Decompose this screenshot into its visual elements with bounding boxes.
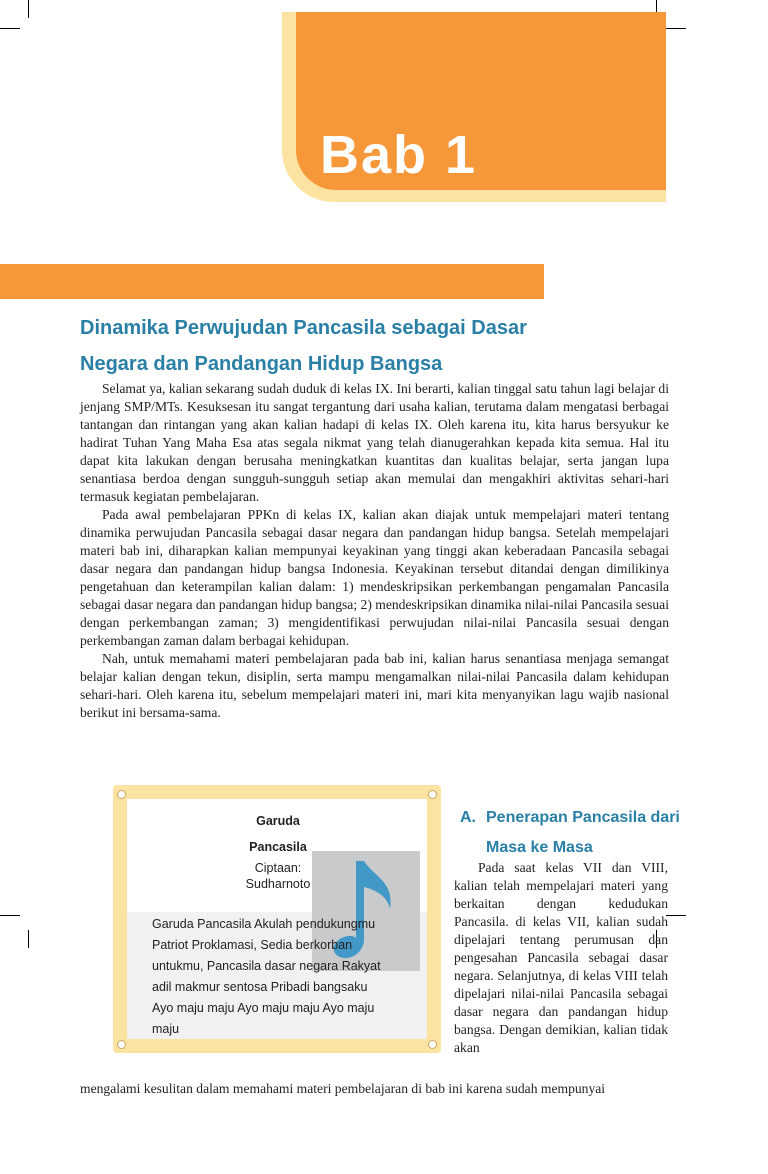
crop-mark (666, 915, 686, 916)
rivet-icon (428, 790, 437, 799)
lyric-line: maju (152, 1022, 180, 1036)
section-heading (460, 803, 700, 863)
title-accent-bar (0, 264, 544, 299)
chapter-label: Bab 1 (320, 125, 478, 185)
chapter-title-line: Dinamika Perwujudan Pancasila sebagai Dasar (80, 317, 527, 339)
crop-mark (0, 28, 20, 29)
composer-label: Ciptaan: (254, 861, 302, 875)
rivet-icon (117, 1040, 126, 1049)
song-title: Garuda (256, 814, 300, 828)
song-title: Pancasila (249, 840, 307, 854)
chapter-title-line: Negara dan Pandangan Hidup Bangsa (80, 353, 443, 375)
lyric-line: adil makmur sentosa Pribadi bangsaku (152, 980, 368, 994)
chapter-title (80, 310, 680, 382)
section-a-text (454, 859, 668, 1057)
song-lyrics (152, 914, 414, 1040)
rivet-icon (428, 1040, 437, 1049)
crop-mark (0, 915, 20, 916)
continued-text: mengalami kesulitan dalam memahami materi pembelajaran di bab ini karena sudah mempunyai (80, 1081, 606, 1096)
section-title-line: Penerapan Pancasila dari (486, 809, 680, 826)
lyric-line: Garuda Pancasila Akulah pendukungmu (152, 917, 376, 931)
crop-mark (666, 28, 686, 29)
paragraph: Nah, untuk memahami materi pembelajaran pada bab ini, kalian harus senantiasa menjaga semangat belajar kalian dengan tekun, disiplin, serta mampu mengamalkan nilai-nilai Pancasila dalam kehidupan sehari-hari. Oleh karena itu, sebelum mempelajari materi ini, mari kita menyanyikan lagu wajib nasional berikut ini bersama-sama. (80, 651, 669, 720)
paragraph: Pada awal pembelajaran PPKn di kelas IX, kalian akan diajak untuk mempelajari materi tentang dinamika perwujudan Pancasila sebagai dasar negara dan pandangan hidup bangsa. Setelah mempelajari materi bab ini, diharapkan kalian mempunyai keyakinan yang tinggi akan keberadaan Pancasila sebagai dasar negara dan pandangan hidup bangsa Indonesia. Keyakinan tersebut ditandai dengan dimilikinya pengetahuan dan keterampilan kalian dalam: 1) mendeskripsikan perkembangan pengamalan Pancasila sebagai dasar negara dan pandangan hidup bangsa; 2) mendeskripsikan dinamika nilai-nilai Pancasila sesuai dengan perkembangan zaman; 3) mengidentifikasi perwujudan nilai-nilai Pancasila sesuai dengan perkembangan zaman dalam berbagai kehidupan. (80, 507, 669, 648)
lyric-line: untukmu, Pancasila dasar negara Rakyat (152, 959, 381, 973)
rivet-icon (117, 790, 126, 799)
lyric-line: Patriot Proklamasi, Sedia berkorban (152, 938, 353, 952)
crop-mark (28, 930, 29, 948)
composer-name: Sudharnoto (245, 877, 311, 891)
section-letter: A. (460, 809, 476, 826)
section-title-line: Masa ke Masa (486, 839, 593, 856)
intro-text (80, 380, 669, 722)
paragraph: Selamat ya, kalian sekarang sudah duduk di kelas IX. Ini berarti, kalian tinggal satu tahun lagi belajar di jenjang SMP/MTs. Kesuksesan itu sangat tergantung dari usaha kalian, terutama dalam mengatasi berbagai tantangan dan rintangan yang akan kalian hadapi di kelas IX. Oleh karena itu, kita harus bersyukur ke hadirat Tuhan Yang Maha Esa atas segala nikmat yang telah dianugerahkan kepada kita semua. Hal itu dapat kita lakukan dengan berusaha meningkatkan kuantitas dan kualitas belajar, serta jangan lupa senantiasa berdoa dengan sungguh-sungguh setiap akan memulai dan mengakhiri aktivitas sehari-hari termasuk kegiatan pembelajaran. (80, 381, 669, 504)
crop-mark (28, 0, 29, 18)
lyric-line: Ayo maju maju Ayo maju maju Ayo maju (152, 1001, 375, 1015)
paragraph: Pada saat kelas VII dan VIII, kalian telah mempelajari materi yang berkaitan dengan kedudukan Pancasila. di kelas VII, kalian sudah dipelajari tentang perumusan dan pengesahan Pancasila sebagai dasar negara. Selanjutnya, di kelas VIII telah dipelajari nilai-nilai Pancasila sebagai dasar negara dan pandangan hidup bangsa. Dengan demikian, kalian tidak akan (454, 860, 668, 1055)
song-header (218, 808, 338, 892)
